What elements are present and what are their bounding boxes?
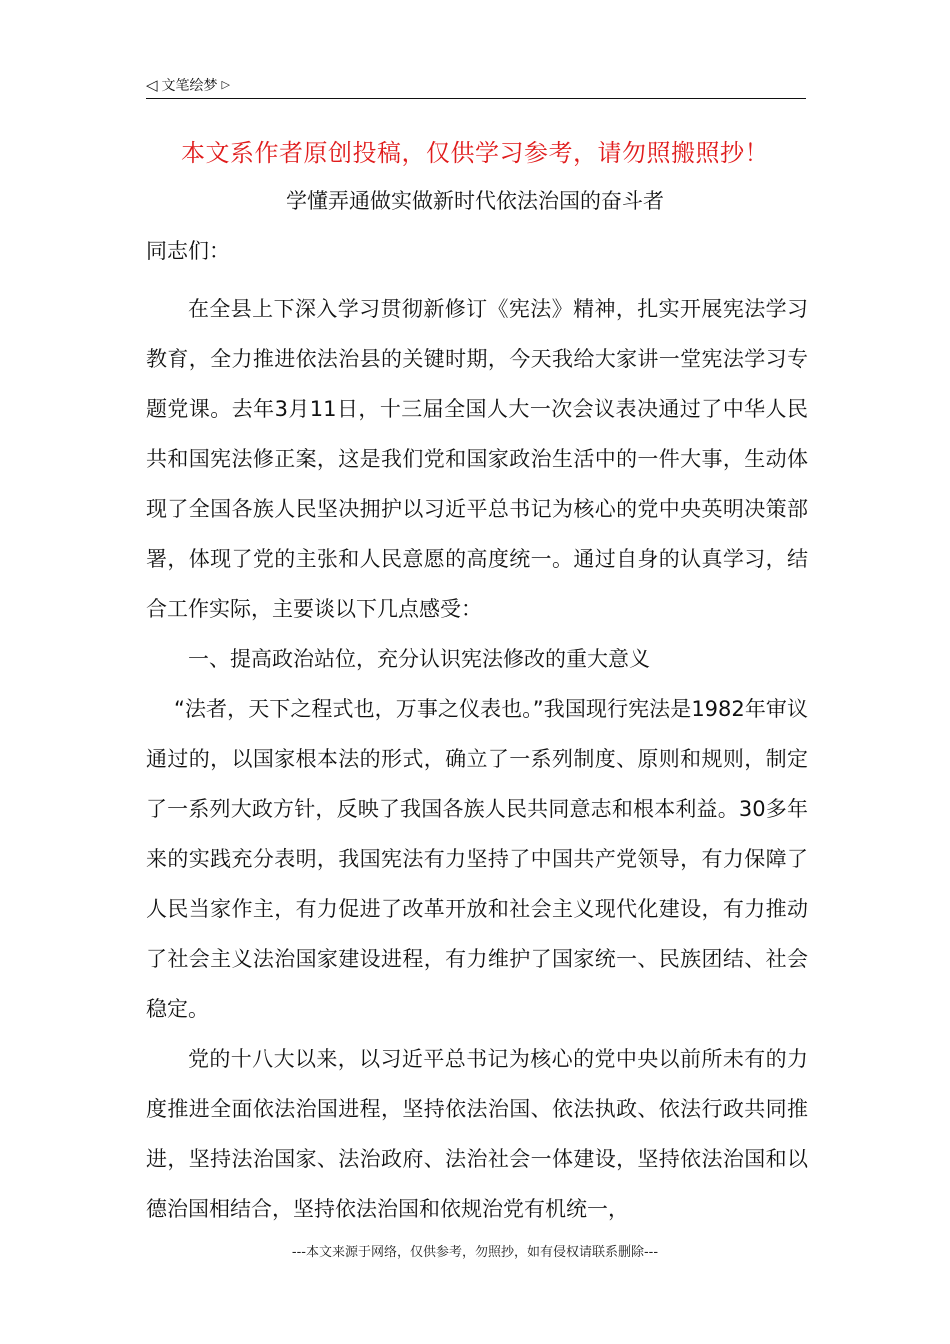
triangle-left-icon: ◁	[146, 76, 158, 94]
header-brand-text: 文笔绘梦	[161, 78, 218, 94]
header-brand	[146, 76, 230, 95]
triangle-right-icon: ▷	[221, 78, 231, 91]
paragraph-party: 党的十八大以来，以习近平总书记为核心的党中央以前所未有的力度推进全面依法治国进程，坚持依法治国、依法执政、依法行政共同推进，坚持法治国家、法治政府、法治社会一体建设，坚持依法治国和以德治国相结合，坚持依法治国和依规治党有机统一，	[146, 1047, 808, 1221]
paragraph-quote: “法者，天下之程式也，万事之仪表也。”我国现行宪法是1982年审议通过的，以国家根本法的形式，确立了一系列制度、原则和规则，制定了一系列大政方针，反映了我国各族人民共同意志和根本利益。30多年来的实践充分表明，我国宪法有力坚持了中国共产党领导，有力保障了人民当家作主，有力促进了改革开放和社会主义现代化建设，有力推动了社会主义法治国家建设进程，有力维护了国家统一、民族团结、社会稳定。	[146, 697, 808, 1021]
section-heading-1: 一、提高政治站位，充分认识宪法修改的重大意义	[188, 647, 650, 671]
document-body	[146, 234, 808, 1234]
page-header	[146, 76, 806, 99]
paragraph-intro: 在全县上下深入学习贯彻新修订《宪法》精神，扎实开展宪法学习教育，全力推进依法治县的关键时期，今天我给大家讲一堂宪法学习专题党课。去年3月11日，十三届全国人大一次会议表决通过了中华人民共和国宪法修正案，这是我们党和国家政治生活中的一件大事，生动体现了全国各族人民坚决拥护以习近平总书记为核心的党中央英明决策部署，体现了党的主张和人民意愿的高度统一。通过自身的认真学习，结合工作实际，主要谈以下几点感受：	[146, 297, 808, 621]
document-title: 学懂弄通做实做新时代依法治国的奋斗者	[286, 189, 664, 213]
copyright-notice: 本文系作者原创投稿，仅供学习参考，请勿照搬照抄！	[181, 139, 769, 167]
page-footer: ---本文来源于网络，仅供参考，勿照抄，如有侵权请联系删除---	[291, 1245, 659, 1260]
salutation: 同志们：	[146, 239, 230, 263]
